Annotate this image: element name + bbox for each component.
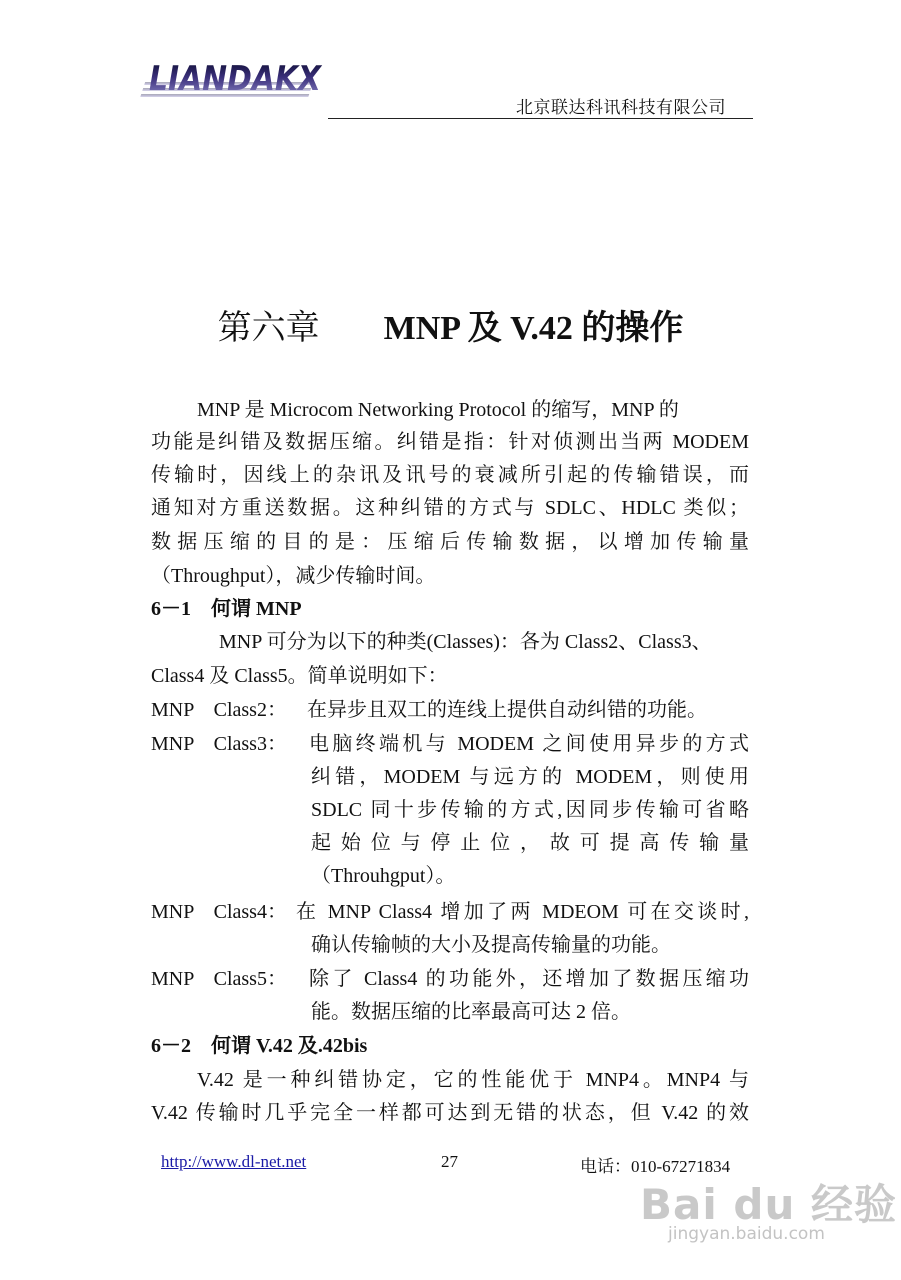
- section-heading: [151, 597, 302, 621]
- paragraph-line: MNP 可分为以下的种类(Classes)：各为 Class2、Class3、: [219, 631, 712, 653]
- paragraph-line: Class4 及 Class5。简单说明如下：: [151, 665, 448, 687]
- class-label: MNP Class2：: [151, 699, 287, 721]
- class-label: MNP Class5：: [151, 968, 287, 990]
- class-description: 起始位与停止位，故可提高传输量: [311, 832, 749, 854]
- footer-phone: 电话：010-67271834: [580, 1157, 731, 1176]
- footer-url-wrap: [161, 1152, 306, 1172]
- section-heading: [151, 1034, 367, 1058]
- section-title: 何谓 MNP: [211, 598, 302, 620]
- class-description: 纠错，MODEM 与远方的 MODEM，则使用: [311, 766, 749, 788]
- class-description: 除了 Class4 的功能外，还增加了数据压缩功: [309, 968, 749, 990]
- company-logo: [145, 56, 325, 102]
- chapter-title: [0, 300, 901, 349]
- class-label: MNP Class4：: [151, 901, 287, 923]
- class-description: 在异步且双工的连线上提供自动纠错的功能。: [307, 699, 707, 721]
- class-label: MNP Class3：: [151, 733, 287, 755]
- class-description: 电脑终端机与 MODEM 之间使用异步的方式: [309, 733, 749, 755]
- chapter-number: 第六章: [217, 310, 320, 347]
- section-number: 6－1: [151, 598, 191, 620]
- logo-text: LIANDAKX: [149, 59, 323, 99]
- section-number: 6－2: [151, 1035, 191, 1057]
- paragraph-line: 传输时，因线上的杂讯及讯号的衰减所引起的传输错误，而: [151, 464, 749, 486]
- header-divider: [328, 118, 753, 119]
- section-title: 何谓 V.42 及.42bis: [211, 1035, 368, 1057]
- class-description: 在 MNP Class4 增加了两 MDEOM 可在交谈时,: [296, 901, 749, 923]
- page-number: 27: [441, 1152, 458, 1171]
- paragraph-line: V.42 是一种纠错协定，它的性能优于 MNP4。MNP4 与: [197, 1069, 749, 1091]
- class-description: （Throuhgput）。: [311, 865, 456, 887]
- paragraph-line: 功能是纠错及数据压缩。纠错是指：针对侦测出当两 MODEM: [151, 431, 749, 453]
- company-name: 北京联达科讯科技有限公司: [516, 98, 726, 117]
- paragraph-line: V.42 传输时几乎完全一样都可达到无错的状态，但 V.42 的效: [151, 1102, 749, 1124]
- footer-url-link[interactable]: http://www.dl-net.net: [161, 1152, 307, 1171]
- class-description: 能。数据压缩的比率最高可达 2 倍。: [311, 1001, 631, 1023]
- paragraph-line: （Throughput），减少传输时间。: [151, 565, 436, 587]
- baidu-watermark-url: jingyan.baidu.com: [668, 1224, 825, 1244]
- paragraph-line: MNP 是 Microcom Networking Protocol 的缩写，MNP 的: [197, 399, 679, 421]
- class-description: 确认传输帧的大小及提高传输量的功能。: [311, 934, 671, 956]
- paragraph-line: 数据压缩的目的是：压缩后传输数据，以增加传输量: [151, 531, 749, 553]
- baidu-watermark-logo: Bai du 经验: [640, 1180, 897, 1229]
- paragraph-line: 通知对方重送数据。这种纠错的方式与 SDLC、HDLC 类似；: [151, 497, 749, 519]
- class-description: SDLC 同十步传输的方式,因同步传输可省略: [311, 799, 749, 821]
- chapter-subject: MNP 及 V.42 的操作: [383, 310, 684, 347]
